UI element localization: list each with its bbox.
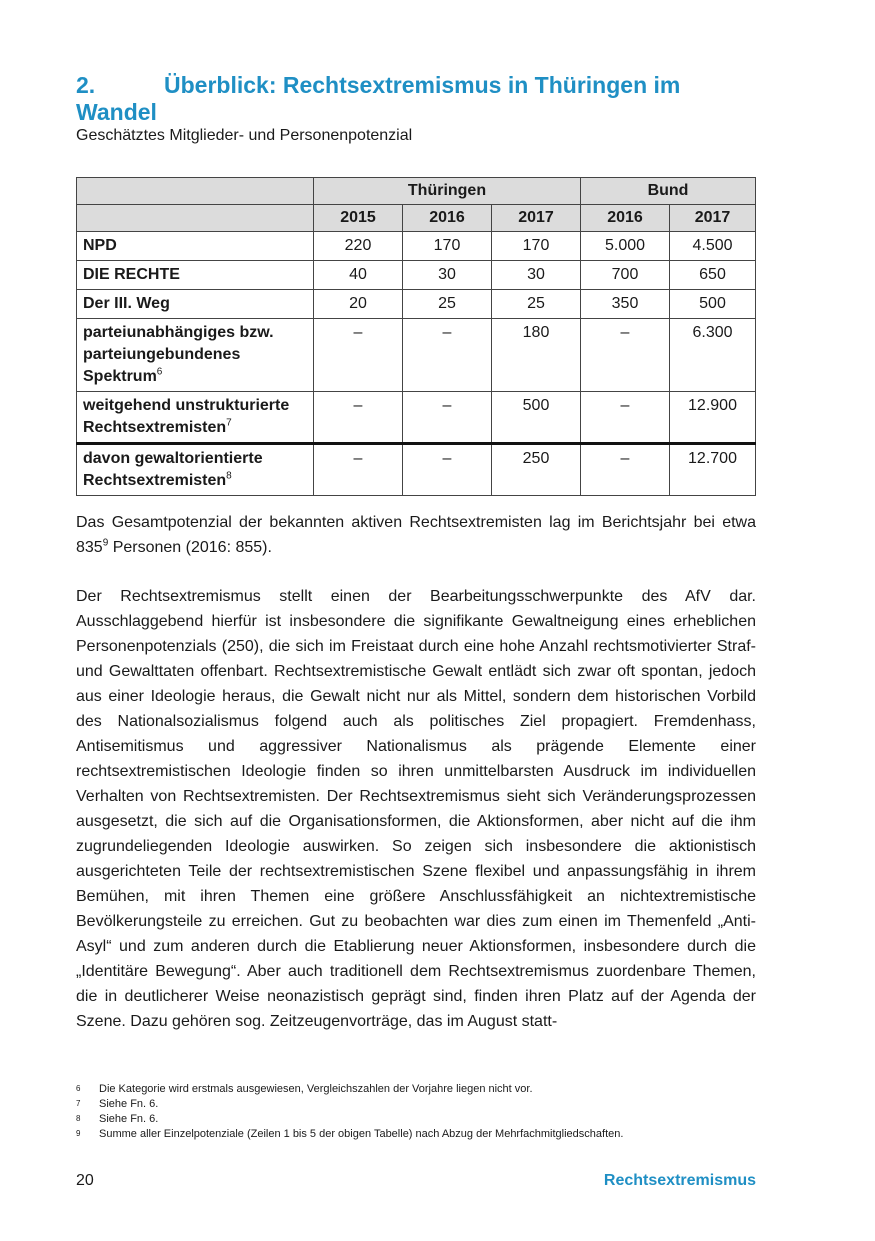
year-header: 2016 [581,205,670,232]
table-cell: 30 [492,261,581,290]
running-footer-section: Rechtsextremismus [603,1172,756,1189]
table-cell: 180 [492,319,581,392]
table-cell: 25 [492,290,581,319]
year-header: 2015 [314,205,403,232]
section-number: 2. [76,72,96,98]
table-cell: 500 [670,290,756,319]
row-label: davon gewaltorientierte Rechtsextremisten$^8$ [77,444,314,496]
table-row [77,444,756,496]
table-cell: – [314,319,403,392]
paragraph-main-text: Der Rechtsextremismus stellt einen der Bearbeitungsschwerpunkte des AfV dar. Ausschlaggebend hierfür ist insbesondere die signifikante Gewaltneigung eines erheblichen Personenpotenzials (250), die sich im Freistaat durch eine hohe Anzahl rechtsmotivierter Straf- und Gewalttaten offenbart. Rechtsextremistische Gewalt entlädt sich zwar oft spontan, jedoch aus einer Ideologie heraus, die Gewalt nicht nur als Mittel, sondern dem historischen Vorbild des Nationalsozialismus folgend auch als politisches Ziel propagiert. Fremdenhass, Antisemitismus und aggressiver Nationalismus als prägende Elemente einer rechtsextremistischen Ideologie finden so ihren unmittelbarsten Ausdruck im individuellen Verhalten von Rechtsextremisten. Der Rechtsextremismus sieht sich Veränderungsprozessen ausgesetzt, die sich auf die Organisationsformen, die Aktionsformen, aber nicht auf die ihm zugrundeliegenden Ideologie auswirken. So zeigen sich insbesondere die aktionistisch ausgerichteten Teile der rechtsextremistischen Szene flexibel und anpassungsfähig in ihrem Bemühen, mit ihren Themen eine größere Anschlussfähigkeit an nichtextremistische Bevölkerungsteile zu erreichen. Gut zu beobachten war dies zum einen im Themenfeld „Anti-Asyl“ und zum anderen durch die Etablierung neuer Aktionsformen, insbesondere durch die „Identitäre Bewegung“. Aber auch traditionell dem Rechtsextremismus zuordenbare Themen, die in deutlicherer Weise neonazistisch geprägt sind, finden ihren Platz auf der Agenda der Szene. Dazu gehören sog. Zeitzeugenvorträge, das im August statt- [76,588,756,1030]
table-row [77,290,756,319]
table-cell: 6.300 [670,319,756,392]
membership-table [76,177,756,496]
table-cell: 170 [492,232,581,261]
footnote-ref: 6 [156,366,163,378]
table-cell: 220 [314,232,403,261]
section-title: Überblick: Rechtsextremismus in Thüringen im Wandel [76,72,681,125]
section-heading [76,72,766,126]
table-cell: 12.700 [670,444,756,496]
year-header: 2017 [670,205,756,232]
table-cell: 350 [581,290,670,319]
table-cell: – [403,444,492,496]
footnote-ref: 8 [226,470,232,482]
table-cell: 700 [581,261,670,290]
table-caption: Geschätztes Mitglieder- und Personenpotenzial [76,127,413,144]
table-cell: – [314,392,403,444]
year-header: 2017 [492,205,581,232]
header-empty-cell [77,178,314,205]
table-year-header-row [77,205,756,232]
table-cell: 40 [314,261,403,290]
row-label: weitgehend unstrukturierte Rechtsextremisten$^7$ [77,392,314,444]
footnote-ref: 9 [102,537,109,549]
table-cell: 170 [403,232,492,261]
year-header: 2016 [403,205,492,232]
footnote-ref: 7 [226,417,232,429]
table-cell: 5.000 [581,232,670,261]
row-label: parteiunabhängiges bzw. parteiungebundenes Spektrum$^6$ [77,319,314,392]
table-row [77,392,756,444]
table-row [77,319,756,392]
table-cell: 25 [403,290,492,319]
page-number: 20 [76,1172,94,1189]
group-header-bund: Bund [581,178,756,205]
table-cell: – [403,319,492,392]
table-cell: 250 [492,444,581,496]
table-cell: 20 [314,290,403,319]
row-label: Der III. Weg [77,290,314,319]
table-cell: – [403,392,492,444]
table-cell: 650 [670,261,756,290]
table-group-header-row [77,178,756,205]
table-row [77,232,756,261]
table-cell: 4.500 [670,232,756,261]
table-cell: – [581,444,670,496]
header-empty-cell [77,205,314,232]
table-cell: – [581,392,670,444]
table-cell: 30 [403,261,492,290]
row-label: NPD [77,232,314,261]
paragraph-total-potential: Das Gesamtpotenzial der bekannten aktiven Rechtsextremisten lag im Berichtsjahr bei etwa $835^9$ Personen (2016: 855). [76,514,756,556]
table-cell: – [581,319,670,392]
group-header-thueringen: Thüringen [314,178,581,205]
table-cell: 500 [492,392,581,444]
table-row [77,261,756,290]
table-cell: 12.900 [670,392,756,444]
row-label: DIE RECHTE [77,261,314,290]
table-cell: – [314,444,403,496]
